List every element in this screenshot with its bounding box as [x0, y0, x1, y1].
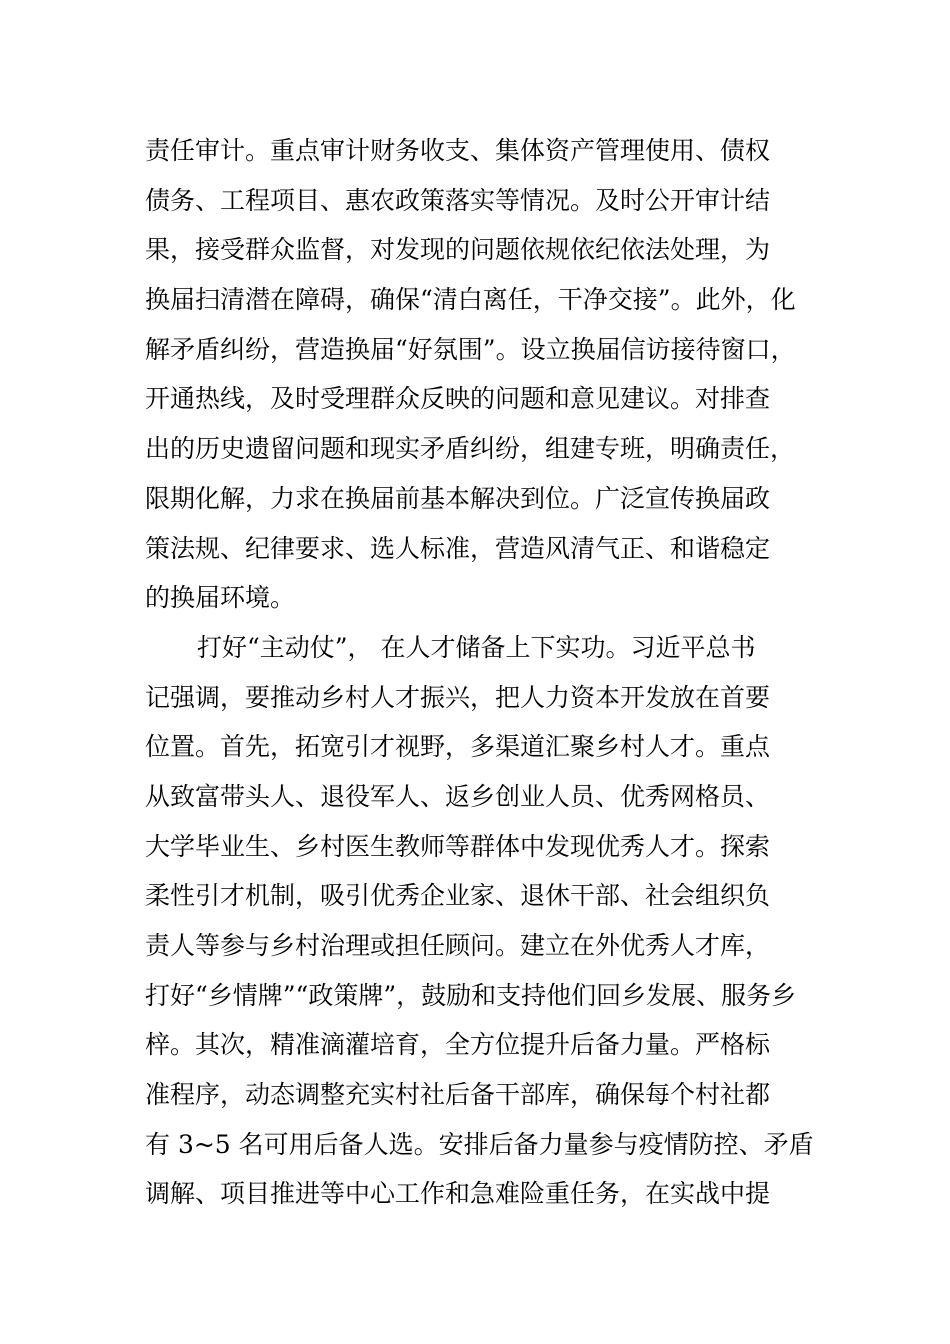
text-line: 换届扫清潜在障碍，确保“清白离任，干净交接”。此外，化 [145, 285, 796, 315]
text-line: 位置。首先，拓宽引才视野，多渠道汇聚乡村人才。重点 [145, 732, 771, 762]
text-line: 从致富带头人、退役军人、返乡创业人员、优秀网格员、 [145, 781, 771, 811]
text-line: 责人等参与乡村治理或担任顾问。建立在外优秀人才库， [145, 931, 771, 960]
text-line: 有 3~5 名可用后备人选。安排后备力量参与疫情防控、矛盾 [145, 1129, 814, 1159]
text-line: 梓。其次，精准滴灌培育，全方位提升后备力量。严格标 [145, 1030, 771, 1060]
text-line: 准程序，动态调整充实村社后备干部库，确保每个村社都 [145, 1080, 771, 1110]
text-line: 策法规、纪律要求、选人标准，营造风清气正、和谐稳定 [145, 533, 771, 563]
body-text [145, 126, 815, 1219]
paragraph-heading-line: 打好“主动仗”， 在人才储备上下实功。习近平总书 [197, 632, 756, 662]
text-line: 柔性引才机制，吸引优秀企业家、退休干部、社会组织负 [145, 881, 771, 911]
text-line: 大学毕业生、乡村医生教师等群体中发现优秀人才。探索 [145, 831, 771, 861]
text-line: 打好“乡情牌”“政策牌”，鼓励和支持他们回乡发展、服务乡 [145, 980, 797, 1010]
text-line: 的换届环境。 [145, 583, 296, 613]
text-line: 出的历史遗留问题和现实矛盾纠纷，组建专班，明确责任， [145, 434, 796, 464]
text-line: 限期化解，力求在换届前基本解决到位。广泛宣传换届政 [145, 483, 771, 513]
text-line: 记强调，要推动乡村人才振兴，把人力资本开发放在首要 [145, 682, 771, 712]
text-line: 果，接受群众监督，对发现的问题依规依纪依法处理，为 [145, 235, 771, 265]
text-line: 开通热线，及时受理群众反映的问题和意见建议。对排查 [145, 384, 771, 414]
text-line: 调解、项目推进等中心工作和急难险重任务，在实战中提 [145, 1179, 771, 1209]
text-line: 解矛盾纠纷，营造换届“好氛围”。设立换届信访接待窗口， [145, 334, 796, 364]
text-line: 债务、工程项目、惠农政策落实等情况。及时公开审计结 [145, 185, 771, 215]
text-line: 责任审计。重点审计财务收支、集体资产管理使用、债权 [145, 136, 771, 165]
